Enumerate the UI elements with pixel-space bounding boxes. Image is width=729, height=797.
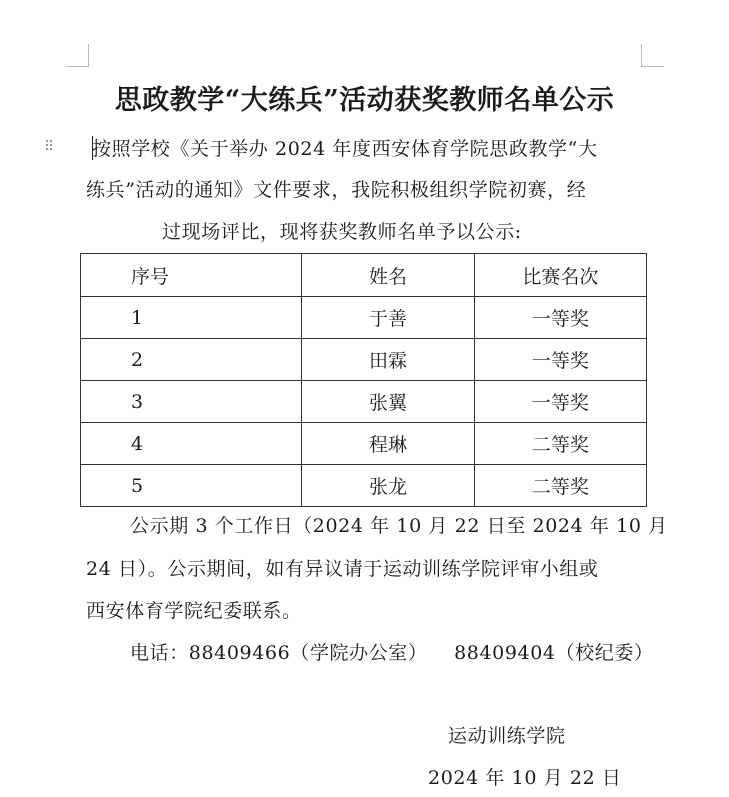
table-row [81, 423, 647, 465]
cell-rank[interactable]: 一等奖 [474, 381, 646, 423]
cell-name[interactable]: 于善 [302, 297, 474, 339]
cell-rank[interactable]: 二等奖 [474, 465, 646, 507]
notice-line-1[interactable]: 公示期 3 个工作日（2024 年 10 月 22 日至 2024 年 10 月 [130, 515, 668, 537]
cell-rank[interactable]: 二等奖 [474, 423, 646, 465]
table-row [81, 339, 647, 381]
table-row [81, 297, 647, 339]
table-header-row [81, 254, 647, 297]
table-row [81, 381, 647, 423]
awards-table [80, 253, 647, 507]
notice-line-2[interactable]: 24 日）。公示期间，如有异议请于运动训练学院评审小组或 [86, 558, 599, 580]
cell-name[interactable]: 张龙 [302, 465, 474, 507]
signature-date[interactable]: 2024 年 10 月 22 日 [428, 767, 622, 789]
header-no: 序号 [81, 254, 302, 297]
cell-no[interactable]: 3 [81, 381, 302, 423]
cell-name[interactable]: 程琳 [302, 423, 474, 465]
contact-line[interactable]: 电话：88409466（学院办公室） 88409404（校纪委） [130, 642, 654, 664]
cell-no[interactable]: 4 [81, 423, 302, 465]
cell-rank[interactable]: 一等奖 [474, 297, 646, 339]
cell-rank[interactable]: 一等奖 [474, 339, 646, 381]
header-name: 姓名 [302, 254, 474, 297]
notice-line-3[interactable]: 西安体育学院纪委联系。 [86, 600, 302, 622]
signature-org[interactable]: 运动训练学院 [448, 725, 566, 747]
table-row [81, 465, 647, 507]
cell-no[interactable]: 1 [81, 297, 302, 339]
intro-line-3[interactable]: 过现场评比，现将获奖教师名单予以公示: [162, 221, 522, 243]
header-rank: 比赛名次 [474, 254, 646, 297]
cell-name[interactable]: 田霖 [302, 339, 474, 381]
document-title: 思政教学“大练兵”活动获奖教师名单公示 [114, 85, 615, 116]
cell-no[interactable]: 5 [81, 465, 302, 507]
cell-name[interactable]: 张翼 [302, 381, 474, 423]
page-corner-top-right [641, 44, 664, 67]
drag-handle-icon[interactable]: ⠿ [44, 139, 55, 155]
cell-no[interactable]: 2 [81, 339, 302, 381]
intro-line-2[interactable]: 练兵”活动的通知》文件要求，我院积极组织学院初赛，经 [86, 179, 587, 201]
page-corner-top-left [66, 44, 89, 67]
intro-line-1[interactable]: 按照学校《关于举办 2024 年度西安体育学院思政教学“大 [92, 138, 598, 160]
